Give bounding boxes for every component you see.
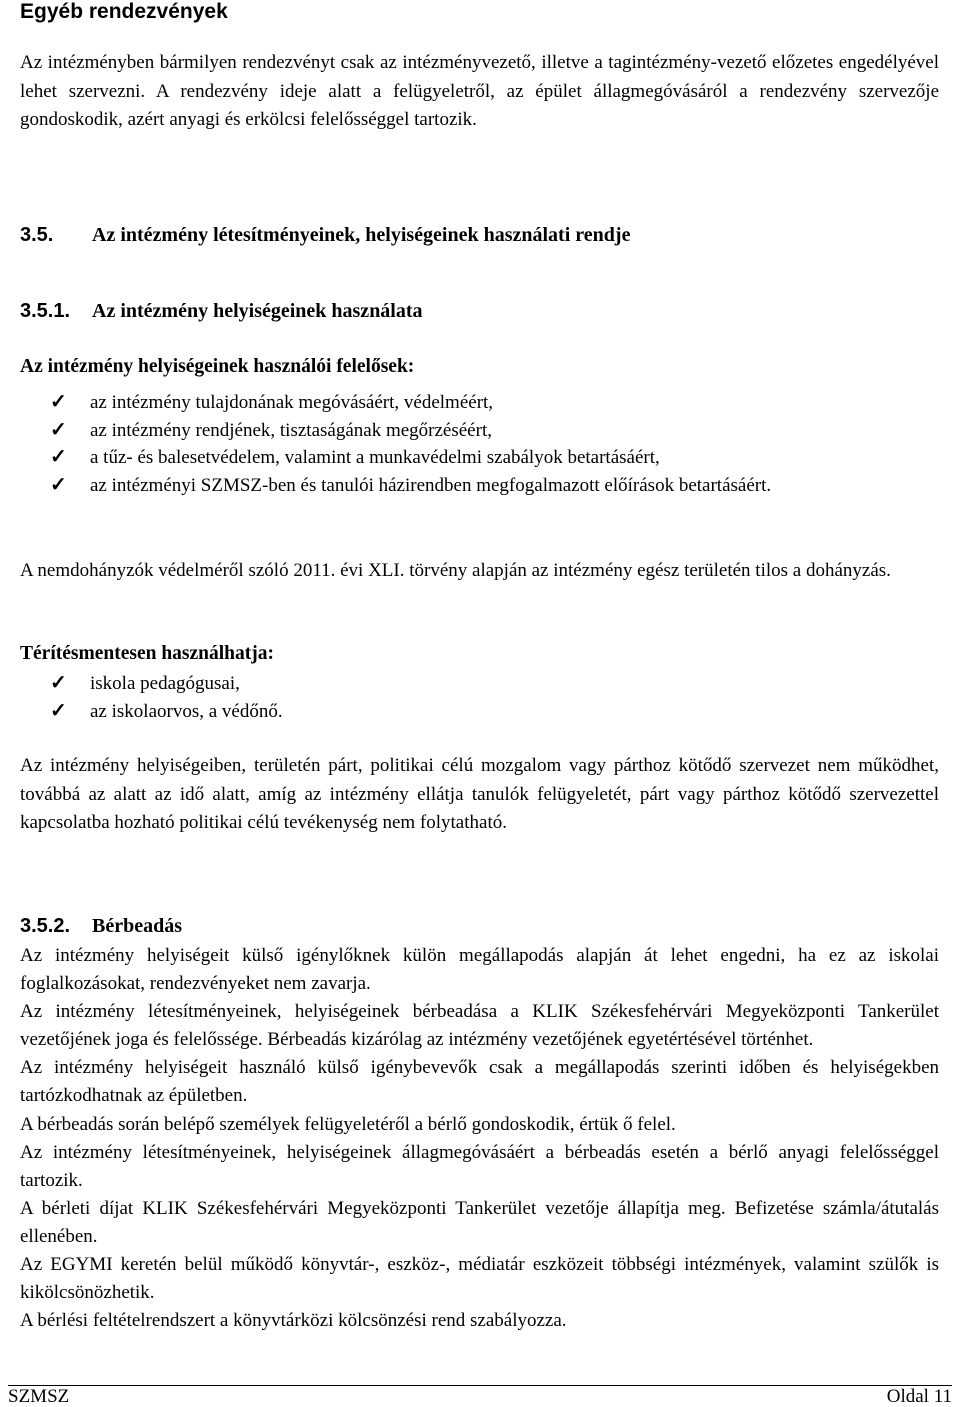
list-item [50, 389, 939, 417]
section-title: Az intézmény helyiségeinek használata [92, 300, 423, 322]
checkmark-icon: ✓ [50, 474, 67, 497]
checkmark-icon: ✓ [50, 418, 67, 441]
users-responsible-list [50, 389, 939, 500]
checkmark-icon: ✓ [50, 699, 67, 722]
checkmark-icon: ✓ [50, 391, 67, 413]
paragraph-political-activity: Az intézmény helyiségeiben, területén párt, politikai célú mozgalom vagy párthoz kötődő szervezet nem működhet, továbbá az alatt az idő alatt, amíg az intézmény ellátja tanulók felügyeletét, párt vagy párthoz kötődő szervezettel kapcsolatba hozható politikai célú tevékenység nem folytatható. [20, 755, 939, 833]
footer-document-name: SZMSZ [8, 1386, 70, 1407]
list-item [50, 417, 939, 445]
paragraph-smoking-ban: A nemdohányzók védelméről szóló 2011. évi XLI. törvény alapján az intézmény egész területén tilos a dohányzás. [20, 560, 891, 581]
section-number: 3.5.2. [20, 915, 71, 937]
list-item [50, 670, 939, 698]
rental-paragraph: Az intézmény helyiségeit használó külső igénybevevők csak a megállapodás szerinti időben és helyiségekben tartózkodhatnak az épületben. [20, 1057, 939, 1107]
rental-paragraph: Az intézmény létesítményeinek, helyiségeinek bérbeadása a KLIK Székesfehérvári Megyeközponti Tankerület vezetőjének joga és felelőssége. Bérbeadás kizárólag az intézmény vezetőjének egyetértésével történhet. [20, 1001, 939, 1051]
section-heading-3-5 [20, 222, 630, 248]
footer-page-number: Oldal 11 [886, 1386, 952, 1407]
section-number: 3.5. [20, 224, 54, 246]
rental-paragraph: A bérleti díjat KLIK Székesfehérvári Megyeközponti Tankerület vezetője állapítja meg. Befizetése számla/átutalás ellenében. [20, 1197, 939, 1247]
section-heading-3-5-1 [20, 298, 423, 324]
list-item-text: iskola pedagógusai, [90, 673, 240, 694]
rental-paragraph: A bérbeadás során belépő személyek felügyeletéről a bérlő gondoskodik, értük ő felel. [20, 1113, 676, 1135]
users-responsible-heading: Az intézmény helyiségeinek használói felelősek: [20, 356, 415, 377]
list-item-text: az intézmény tulajdonának megóvásáért, védelméért, [90, 392, 494, 413]
list-item [50, 698, 939, 726]
list-item-text: az intézményi SZMSZ-ben és tanulói házirendben megfogalmazott előírások betartásáért. [90, 475, 772, 497]
list-item-text: a tűz- és balesetvédelem, valamint a munkavédelmi szabályok betartásáért, [90, 447, 660, 469]
heading-other-events: Egyéb rendezvények [20, 0, 228, 23]
checkmark-icon: ✓ [50, 672, 67, 694]
paragraph-events: Az intézményben bármilyen rendezvényt csak az intézményvezető, illetve a tagintézmény-vezető előzetes engedélyével lehet szervezni. A rendezvény ideje alatt a felügyeletről, az épület állagmegóvásáról a rendezvény szervezője gondoskodik, azért anyagi és erkölcsi felelősséggel tartozik. [20, 52, 939, 130]
rental-paragraph: Az intézmény helyiségeit külső igénylőknek külön megállapodás alapján át lehet engedni, ha ez az iskolai foglalkozásokat, rendezvényeket nem zavarja. [20, 945, 939, 995]
section-number: 3.5.1. [20, 300, 71, 322]
page-footer [0, 1385, 960, 1407]
free-use-heading: Térítésmentesen használhatja: [20, 643, 275, 664]
footer-rule [8, 1385, 952, 1386]
section-title: Az intézmény létesítményeinek, helyiségeinek használati rendje [92, 224, 631, 246]
checkmark-icon: ✓ [50, 446, 67, 469]
list-item [50, 444, 939, 472]
rental-paragraph: Az EGYMI keretén belül működő könyvtár-, eszköz-, médiatár eszközeit többségi intézmények, valamint szülők is kikölcsönözhetik. [20, 1254, 939, 1304]
list-item-text: az iskolaorvos, a védőnő. [90, 700, 283, 722]
rental-paragraph: A bérlési feltételrendszert a könyvtárközi kölcsönzési rend szabályozza. [20, 1310, 567, 1332]
rental-section-body [20, 942, 939, 1335]
section-title: Bérbeadás [92, 915, 182, 937]
rental-paragraph: Az intézmény létesítményeinek, helyiségeinek állagmegóvásáért a bérbeadás esetén a bérlő anyagi felelősséggel tartozik. [20, 1141, 939, 1191]
free-use-list [50, 670, 939, 725]
section-heading-3-5-2 [20, 913, 182, 939]
list-item [50, 472, 939, 500]
list-item-text: az intézmény rendjének, tisztaságának megőrzéséért, [90, 419, 492, 441]
